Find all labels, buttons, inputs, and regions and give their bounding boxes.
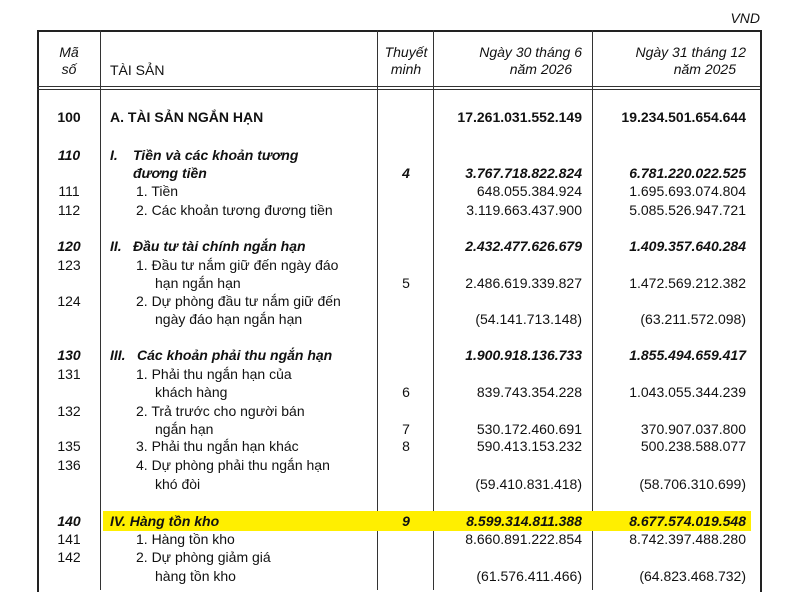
row-name: 2. Trả trước cho người bán	[136, 403, 305, 419]
row-name-line2: hạn ngắn hạn	[155, 275, 241, 291]
row-name: IV. Hàng tồn kho	[110, 513, 220, 529]
row-value-2025: 8.677.574.019.548	[629, 513, 746, 529]
row-name: 4. Dự phòng phải thu ngắn hạn	[136, 457, 330, 473]
row-name: A. TÀI SẢN NGẮN HẠN	[110, 109, 264, 125]
header-divider	[37, 89, 760, 90]
table-row-continued	[0, 383, 792, 401]
row-value-2025: 370.907.037.800	[640, 421, 746, 437]
row-value-2026: 590.413.153.232	[476, 438, 582, 454]
header-divider	[37, 86, 760, 87]
table-row	[0, 237, 792, 255]
header-code-line2: số	[61, 61, 77, 77]
table-row	[0, 456, 792, 474]
row-code: 135	[57, 438, 81, 454]
row-value-2025: 1.855.494.659.417	[629, 347, 746, 363]
currency-unit: VND	[730, 10, 760, 26]
row-value-2025: 19.234.501.654.644	[621, 109, 746, 125]
row-code: 111	[58, 183, 80, 199]
row-name: Tiền và các khoản tương	[133, 147, 299, 163]
table-row	[0, 201, 792, 219]
row-value-2025: 500.238.588.077	[640, 438, 746, 454]
row-value-2026: 3.119.663.437.900	[466, 202, 582, 218]
row-value-2025: 8.742.397.488.280	[629, 531, 746, 547]
row-note: 4	[402, 165, 410, 181]
table-row-continued	[0, 567, 792, 585]
header-col2-line1: Ngày 31 tháng 12	[635, 44, 746, 60]
row-name: 2. Dự phòng đầu tư nắm giữ đến	[136, 293, 341, 309]
row-note: 7	[402, 421, 410, 437]
table-row	[0, 346, 792, 364]
table-row	[0, 182, 792, 200]
header-code-line1: Mã	[59, 44, 79, 60]
row-code: 124	[57, 293, 81, 309]
row-value-2025: 1.695.693.074.804	[629, 183, 746, 199]
row-code: 140	[57, 513, 81, 529]
row-name-line2: đương tiền	[133, 165, 207, 181]
table-row	[0, 146, 792, 164]
table-row	[0, 530, 792, 548]
row-name-line2: khách hàng	[155, 384, 228, 400]
row-code: 123	[57, 257, 81, 273]
row-code: 130	[57, 347, 81, 363]
row-name: 2. Các khoản tương đương tiền	[136, 202, 333, 218]
row-value-2025: (64.823.468.732)	[639, 568, 746, 584]
row-code: 142	[57, 549, 81, 565]
row-value-2025: 1.472.569.212.382	[629, 275, 746, 291]
table-row-continued	[0, 274, 792, 292]
row-name: 2. Dự phòng giảm giá	[136, 549, 271, 565]
row-name-line2: ngắn hạn	[155, 421, 214, 437]
header-code	[40, 44, 98, 78]
row-value-2026: 648.055.384.924	[476, 183, 582, 199]
row-value-2026: 8.660.891.222.854	[465, 531, 582, 547]
header-col2-line2: năm 2025	[673, 61, 736, 77]
table-row	[0, 548, 792, 566]
row-code: 120	[57, 238, 81, 254]
table-row-continued	[0, 475, 792, 493]
row-value-2026: 530.172.460.691	[476, 421, 582, 437]
header-col2	[635, 44, 746, 78]
row-code: 132	[57, 403, 81, 419]
row-name: 1. Đầu tư nắm giữ đến ngày đáo	[136, 257, 339, 273]
table-row	[0, 437, 792, 455]
row-value-2025: 5.085.526.947.721	[629, 202, 746, 218]
row-value-2026: 17.261.031.552.149	[457, 109, 582, 125]
row-value-2026: 1.900.918.136.733	[465, 347, 582, 363]
row-note: 8	[402, 438, 410, 454]
row-value-2025: 1.043.055.344.239	[629, 384, 746, 400]
row-name: 3. Phải thu ngắn hạn khác	[136, 438, 299, 454]
header-col1	[479, 44, 582, 78]
row-code: 100	[57, 109, 81, 125]
row-value-2026: 3.767.718.822.824	[465, 165, 582, 181]
row-prefix: III.	[110, 347, 126, 363]
row-value-2026: (54.141.713.148)	[475, 311, 582, 327]
header-col1-line1: Ngày 30 tháng 6	[479, 44, 582, 60]
row-code: 141	[57, 531, 81, 547]
row-value-2025: (63.211.572.098)	[640, 311, 746, 327]
row-name-line2: ngày đáo hạn ngắn hạn	[155, 311, 303, 327]
row-value-2026: 2.432.477.626.679	[465, 238, 582, 254]
row-value-2026: 8.599.314.811.388	[466, 513, 582, 529]
row-value-2026: 839.743.354.228	[476, 384, 582, 400]
table-row-continued	[0, 310, 792, 328]
row-note: 6	[402, 384, 410, 400]
header-note-line2: minh	[390, 61, 422, 77]
row-value-2025: 1.409.357.640.284	[629, 238, 746, 254]
row-value-2026: (59.410.831.418)	[475, 476, 582, 492]
table-row-highlighted	[0, 512, 792, 530]
row-note: 9	[402, 513, 410, 529]
table-row-continued	[0, 164, 792, 182]
table-row-continued	[0, 420, 792, 438]
row-code: 131	[57, 366, 81, 382]
row-value-2025: (58.706.310.699)	[639, 476, 746, 492]
table-row	[0, 365, 792, 383]
table-row	[0, 292, 792, 310]
row-note: 5	[402, 275, 410, 291]
table-row	[0, 402, 792, 420]
table-row	[0, 256, 792, 274]
header-note	[378, 44, 434, 78]
row-prefix: II.	[110, 238, 122, 254]
header-assets: TÀI SẢN	[110, 62, 165, 78]
row-code: 136	[57, 457, 81, 473]
row-name: Các khoản phải thu ngắn hạn	[137, 347, 333, 363]
row-name: 1. Tiền	[136, 183, 179, 199]
header-col1-line2: năm 2026	[509, 61, 572, 77]
row-value-2026: 2.486.619.339.827	[465, 275, 582, 291]
row-name: 1. Hàng tồn kho	[136, 531, 235, 547]
header-note-line1: Thuyết	[384, 44, 428, 60]
row-name-line2: khó đòi	[155, 476, 201, 492]
row-name: 1. Phải thu ngắn hạn của	[136, 366, 292, 382]
row-prefix: I.	[110, 147, 118, 163]
row-value-2026: (61.576.411.466)	[476, 568, 582, 584]
row-name: Đầu tư tài chính ngắn hạn	[133, 238, 306, 254]
row-value-2025: 6.781.220.022.525	[629, 165, 746, 181]
row-code: 110	[57, 147, 81, 163]
row-code: 112	[57, 202, 81, 218]
row-name-line2: hàng tồn kho	[155, 568, 236, 584]
table-row	[0, 108, 792, 126]
